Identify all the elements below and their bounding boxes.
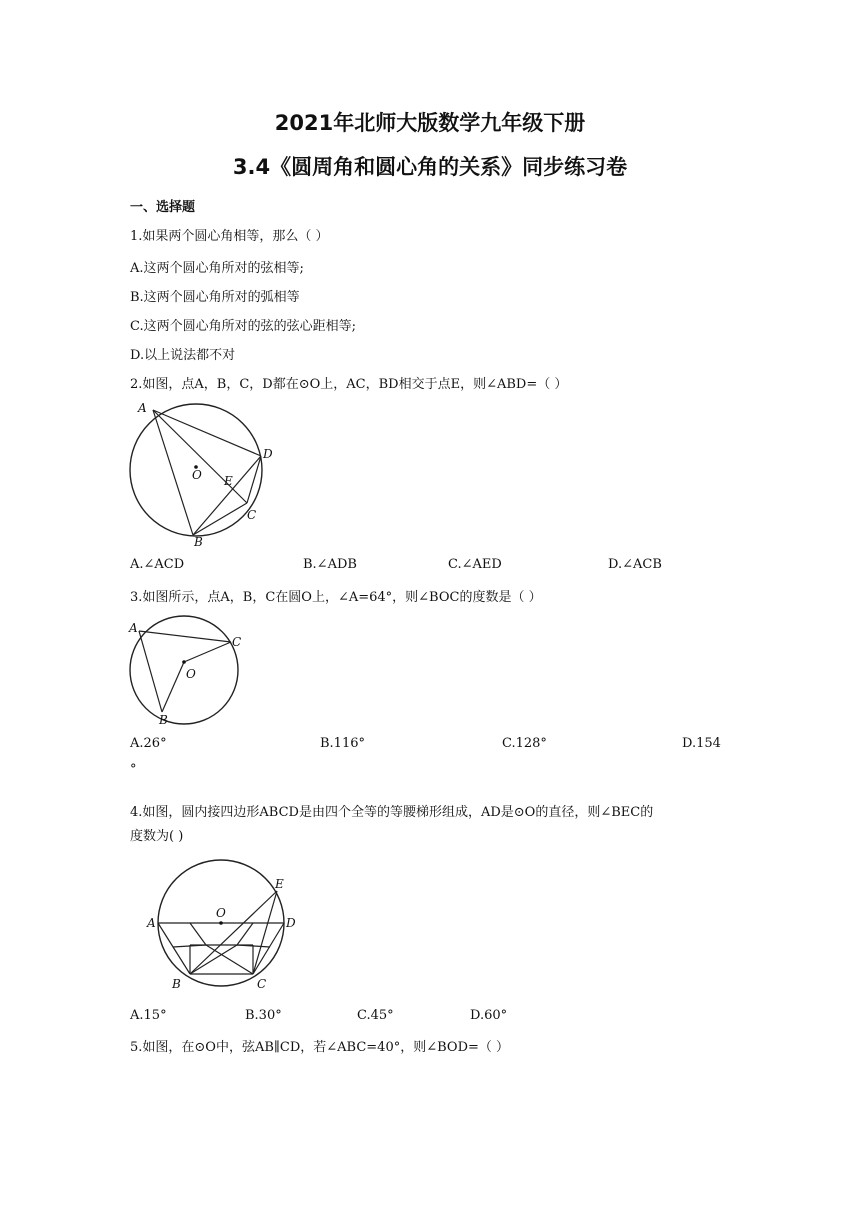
label-d: D <box>263 447 273 461</box>
question-3-lines <box>139 631 231 712</box>
label-b: B <box>172 977 181 991</box>
question-2-lines <box>153 410 261 535</box>
question-4-option-c: C.45° <box>357 1008 394 1023</box>
doc-title-line2: 3.4《圆周角和圆心角的关系》同步练习卷 <box>232 155 628 179</box>
question-3-option-c: C.128° <box>502 736 547 751</box>
label-c: C <box>257 977 267 991</box>
center-point <box>219 921 223 925</box>
question-1-option-c: C.这两个圆心角所对的弦的弦心距相等; <box>130 319 356 334</box>
label-o: O <box>216 906 226 920</box>
label-e: E <box>224 474 233 488</box>
question-4-option-b: B.30° <box>245 1008 282 1023</box>
question-3-option-d: D.154 <box>682 736 721 751</box>
question-1-option-a: A.这两个圆心角所对的弦相等; <box>130 261 304 276</box>
question-2-option-a: A.∠ACD <box>130 557 185 572</box>
question-1-stem: 1.如果两个圆心角相等，那么（ ） <box>130 229 329 244</box>
label-a: A <box>138 401 147 415</box>
question-2-figure <box>126 398 276 548</box>
label-e: E <box>275 877 284 891</box>
label-c: C <box>232 635 242 649</box>
label-a: A <box>147 916 156 930</box>
label-c: C <box>247 508 257 522</box>
label-b: B <box>194 535 203 548</box>
question-4-stem-line2: 度数为( ) <box>130 829 184 844</box>
question-1-option-d: D.以上说法都不对 <box>130 348 236 363</box>
question-3-option-b: B.116° <box>320 736 365 751</box>
label-o: O <box>192 468 202 482</box>
question-1-option-b: B.这两个圆心角所对的弧相等 <box>130 290 300 305</box>
question-3-option-a: A.26° <box>130 736 167 751</box>
question-4-option-d: D.60° <box>470 1008 508 1023</box>
question-3-stem: 3.如图所示，点A，B，C在圆O上，∠A=64°，则∠BOC的度数是（ ） <box>130 590 542 605</box>
question-2-option-d: D.∠ACB <box>608 557 662 572</box>
question-3-option-d-degree: ° <box>130 762 137 777</box>
section-heading: 一、选择题 <box>130 200 196 215</box>
question-4-figure <box>144 857 302 995</box>
label-b: B <box>159 713 168 726</box>
question-3-figure <box>126 612 248 726</box>
question-2-stem: 2.如图，点A，B，C，D都在⊙O上，AC，BD相交于点E，则∠ABD=（ ） <box>130 377 568 392</box>
question-2-option-b: B.∠ADB <box>303 557 357 572</box>
label-a: A <box>129 621 138 635</box>
center-point <box>182 660 186 664</box>
question-5-stem: 5.如图，在⊙O中，弦AB∥CD，若∠ABC=40°，则∠BOD=（ ） <box>130 1040 510 1055</box>
question-2-option-c: C.∠AED <box>448 557 502 572</box>
question-4-lines <box>158 891 284 974</box>
doc-title-line1: 2021年北师大版数学九年级下册 <box>274 111 586 135</box>
label-d: D <box>286 916 296 930</box>
question-4-stem-line1: 4.如图，圆内接四边形ABCD是由四个全等的等腰梯形组成，AD是⊙O的直径，则∠BEC的 <box>130 805 654 820</box>
question-4-option-a: A.15° <box>130 1008 167 1023</box>
label-o: O <box>186 667 196 681</box>
